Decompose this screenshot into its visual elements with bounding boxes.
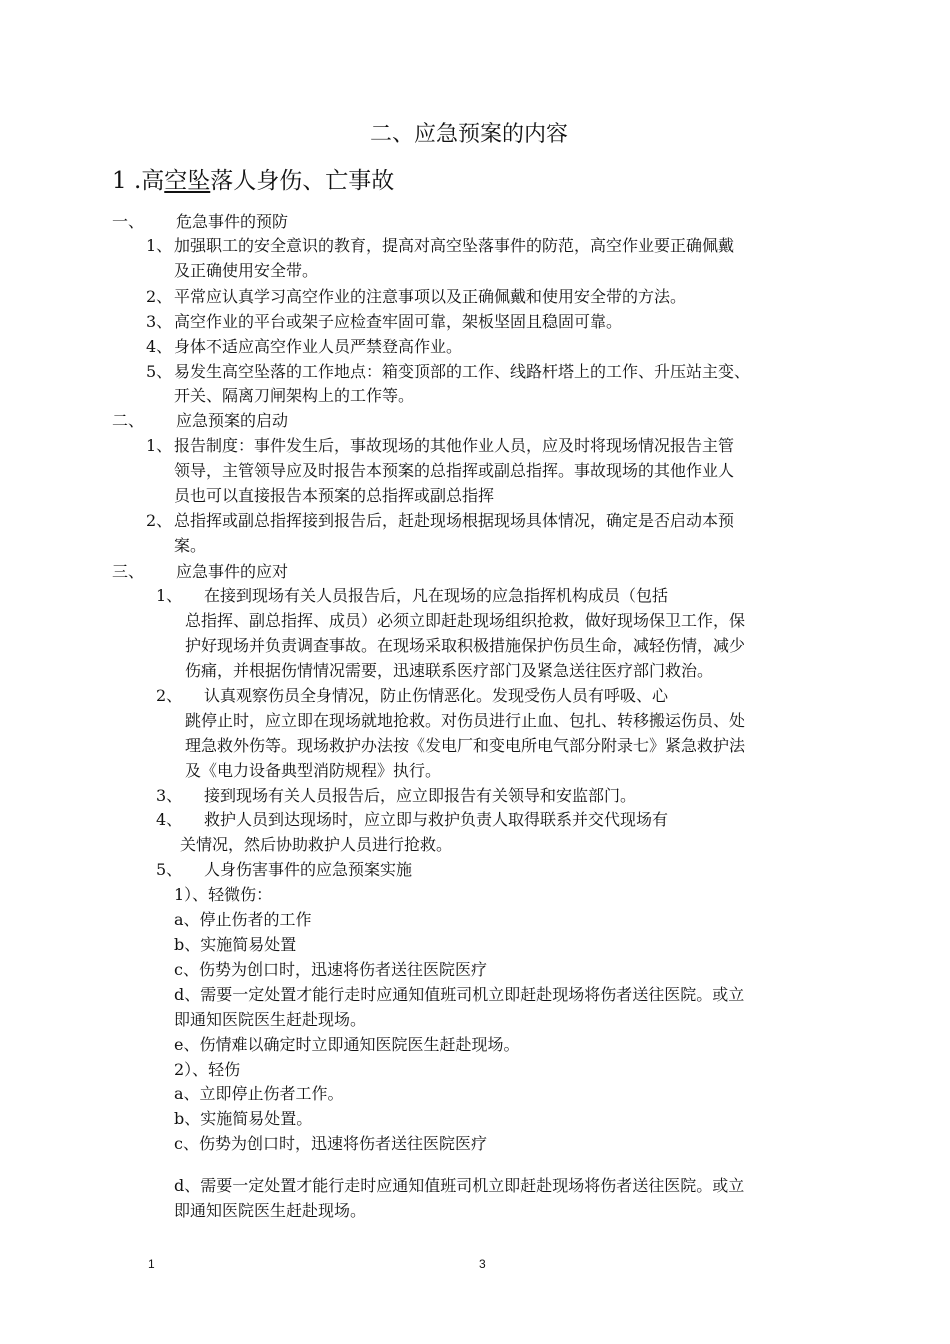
sub1-line2: b、实施简易处置 bbox=[174, 935, 297, 954]
subtitle-prefix: 1 .高 bbox=[112, 168, 165, 194]
section1-heading: 危急事件的预防 bbox=[176, 212, 289, 231]
s1-item1-line1: 加强职工的安全意识的教育，提高对高空坠落事件的防范，高空作业要正确佩戴 bbox=[174, 236, 735, 255]
s1-item5-line1: 易发生高空坠落的工作地点：箱变顶部的工作、线路杆塔上的工作、升压站主变、 bbox=[174, 362, 751, 381]
s3-item1-line3: 护好现场并负责调查事故。在现场采取积极措施保护伤员生命，减轻伤情，减少 bbox=[185, 636, 746, 655]
s1-item1-num: 1、 bbox=[146, 236, 173, 255]
sub1-line1: a、停止伤者的工作 bbox=[174, 910, 312, 929]
sub1-heading: 1）、轻微伤： bbox=[174, 885, 273, 904]
sub2-line4: d、需要一定处置才能行走时应通知值班司机立即赶赴现场将伤者送往医院。或立 bbox=[174, 1176, 745, 1195]
s1-item1-line2: 及正确使用安全带。 bbox=[174, 261, 319, 280]
s3-item1-num: 1、 bbox=[156, 586, 183, 605]
s1-item5-num: 5、 bbox=[146, 362, 173, 381]
s3-item4-line1: 救护人员到达现场时，应立即与救护负责人取得联系并交代现场有 bbox=[204, 810, 669, 829]
footer-left-number: 1 bbox=[148, 1257, 155, 1271]
s3-item2-line3: 理急救外伤等。现场救护办法按《发电厂和变电所电气部分附录七》紧急救护法 bbox=[185, 736, 746, 755]
s1-item4-num: 4、 bbox=[146, 337, 173, 356]
sub2-line2: b、实施简易处置。 bbox=[174, 1109, 313, 1128]
s3-item5-num: 5、 bbox=[156, 860, 183, 879]
s3-item2-num: 2、 bbox=[156, 686, 183, 705]
s3-item2-line1: 认真观察伤员全身情况，防止伤情恶化。发现受伤人员有呼吸、心 bbox=[204, 686, 669, 705]
section2-heading: 应急预案的启动 bbox=[176, 411, 289, 430]
s2-item2-num: 2、 bbox=[146, 511, 173, 530]
sub2-line5: 即通知医院医生赶赴现场。 bbox=[174, 1201, 367, 1220]
s2-item1-line3: 员也可以直接报告本预案的总指挥或副总指挥 bbox=[174, 486, 495, 505]
sub2-line3: c、伤势为创口时，迅速将伤者送往医院医疗 bbox=[174, 1134, 487, 1153]
subtitle-underlined: 空坠 bbox=[164, 168, 211, 194]
s3-item3-num: 3、 bbox=[156, 786, 183, 805]
s1-item3-line1: 高空作业的平台或架子应检查牢固可靠，架板坚固且稳固可靠。 bbox=[174, 312, 623, 331]
s3-item1-line1: 在接到现场有关人员报告后，凡在现场的应急指挥机构成员（包括 bbox=[204, 586, 669, 605]
s3-item4-line2: 关情况，然后协助救护人员进行抢救。 bbox=[180, 835, 453, 854]
s2-item2-line2: 案。 bbox=[174, 536, 207, 555]
sub2-line1: a、立即停止伤者工作。 bbox=[174, 1084, 344, 1103]
s1-item3-num: 3、 bbox=[146, 312, 173, 331]
sub1-line3: c、伤势为创口时，迅速将伤者送往医院医疗 bbox=[174, 960, 487, 979]
subtitle-suffix: 落人身伤、亡事故 bbox=[210, 168, 395, 194]
s2-item2-line1: 总指挥或副总指挥接到报告后，赶赴现场根据现场具体情况，确定是否启动本预 bbox=[174, 511, 735, 530]
section2-num: 二、 bbox=[112, 411, 145, 430]
page-title: 二、应急预案的内容 bbox=[370, 122, 569, 147]
s2-item1-num: 1、 bbox=[146, 436, 173, 455]
sub1-line6: e、伤情难以确定时立即通知医院医生赶赴现场。 bbox=[174, 1035, 520, 1054]
s1-item2-num: 2、 bbox=[146, 287, 173, 306]
section3-heading: 应急事件的应对 bbox=[176, 562, 289, 581]
s1-item2-line1: 平常应认真学习高空作业的注意事项以及正确佩戴和使用安全带的方法。 bbox=[174, 287, 687, 306]
section1-num: 一、 bbox=[112, 212, 145, 231]
section3-num: 三、 bbox=[112, 562, 145, 581]
sub1-line4: d、需要一定处置才能行走时应通知值班司机立即赶赴现场将伤者送往医院。或立 bbox=[174, 985, 745, 1004]
s3-item2-line2: 跳停止时，应立即在现场就地抢救。对伤员进行止血、包扎、转移搬运伤员、处 bbox=[185, 711, 746, 730]
s3-item2-line4: 及《电力设备典型消防规程》执行。 bbox=[185, 761, 442, 780]
s3-item1-line4: 伤痛，并根据伤情情况需要，迅速联系医疗部门及紧急送往医疗部门救治。 bbox=[185, 661, 714, 680]
section-subtitle bbox=[112, 166, 394, 196]
s3-item3-line1: 接到现场有关人员报告后，应立即报告有关领导和安监部门。 bbox=[204, 786, 637, 805]
s3-item5-line1: 人身伤害事件的应急预案实施 bbox=[204, 860, 413, 879]
s1-item5-line2: 开关、隔离刀闸架构上的工作等。 bbox=[174, 386, 415, 405]
s3-item4-num: 4、 bbox=[156, 810, 183, 829]
s3-item1-line2: 总指挥、副总指挥、成员）必须立即赶赴现场组织抢救，做好现场保卫工作，保 bbox=[185, 611, 746, 630]
sub2-heading: 2）、轻伤 bbox=[174, 1060, 241, 1079]
page-number: 3 bbox=[479, 1257, 486, 1271]
s1-item4-line1: 身体不适应高空作业人员严禁登高作业。 bbox=[174, 337, 463, 356]
s2-item1-line1: 报告制度：事件发生后，事故现场的其他作业人员，应及时将现场情况报告主管 bbox=[174, 436, 735, 455]
s2-item1-line2: 领导，主管领导应及时报告本预案的总指挥或副总指挥。事故现场的其他作业人 bbox=[174, 461, 735, 480]
sub1-line5: 即通知医院医生赶赴现场。 bbox=[174, 1010, 367, 1029]
